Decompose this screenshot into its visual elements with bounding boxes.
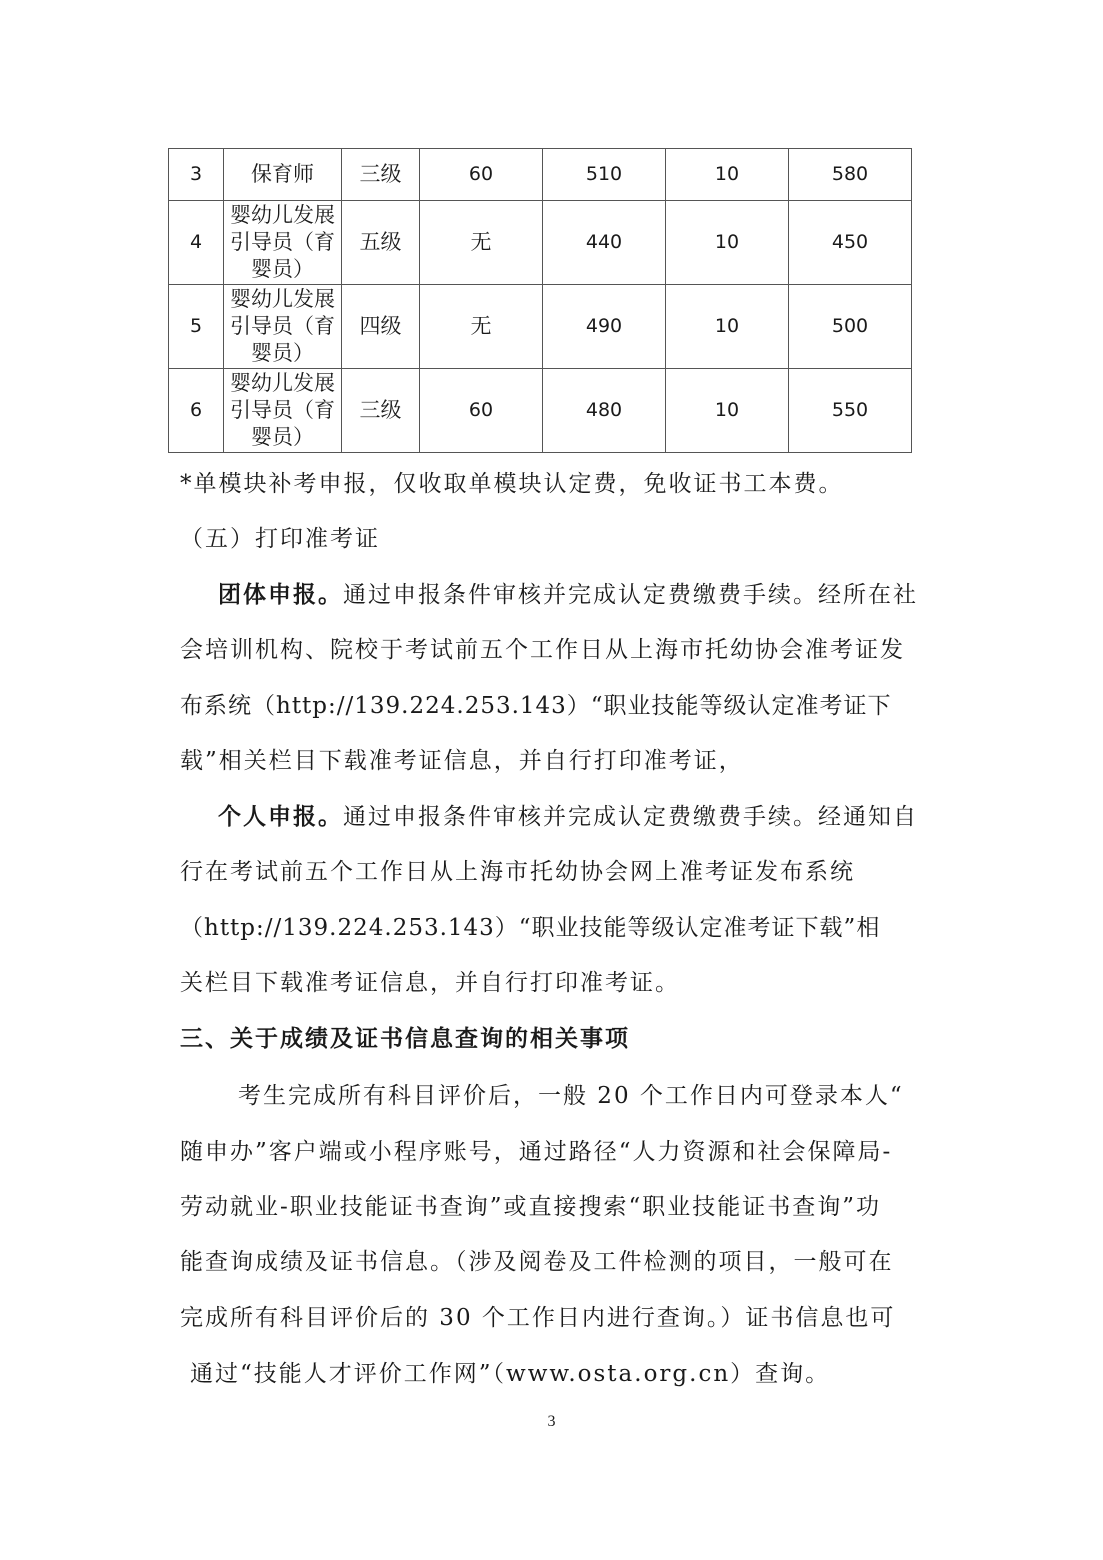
personal-line-4: 关栏目下载准考证信息，并自行打印准考证。 bbox=[180, 970, 680, 996]
fee-col-3-cell: 10 bbox=[666, 285, 789, 369]
row-number-cell: 3 bbox=[169, 149, 224, 201]
level-cell: 五级 bbox=[342, 201, 420, 285]
group-label: 团体申报。 bbox=[218, 581, 343, 608]
row-number-cell: 5 bbox=[169, 285, 224, 369]
group-line-4: 载”相关栏目下载准考证信息，并自行打印准考证， bbox=[180, 748, 744, 774]
occupation-line: 婴员） bbox=[251, 341, 314, 365]
personal-line-1-text: 通过申报条件审核并完成认定费缴费手续。经通知自 bbox=[343, 804, 918, 830]
page-number: 3 bbox=[547, 1413, 556, 1430]
table-row bbox=[169, 285, 912, 369]
fee-col-2-cell: 510 bbox=[543, 149, 666, 201]
fee-table bbox=[168, 148, 912, 453]
fee-col-3-cell: 10 bbox=[666, 201, 789, 285]
occupation-line: 引导员（育 bbox=[230, 398, 335, 422]
fee-col-2-cell: 480 bbox=[543, 369, 666, 453]
fee-col-4-cell: 550 bbox=[789, 369, 912, 453]
fee-col-1-cell: 60 bbox=[420, 369, 543, 453]
fee-col-4-cell: 500 bbox=[789, 285, 912, 369]
occupation-cell bbox=[224, 369, 342, 453]
personal-line-2: 行在考试前五个工作日从上海市托幼协会网上准考证发布系统 bbox=[180, 859, 855, 885]
row-number-cell: 6 bbox=[169, 369, 224, 453]
fee-col-1-cell: 60 bbox=[420, 149, 543, 201]
group-line-2: 会培训机构、院校于考试前五个工作日从上海市托幼协会准考证发 bbox=[180, 637, 905, 663]
table-row bbox=[169, 369, 912, 453]
section3-line-3: 劳动就业-职业技能证书查询”或直接搜索“职业技能证书查询”功 bbox=[180, 1194, 882, 1220]
level-cell: 四级 bbox=[342, 285, 420, 369]
section3-line-2: 随申办”客户端或小程序账号，通过路径“人力资源和社会保障局- bbox=[180, 1139, 893, 1165]
occupation-line: 婴员） bbox=[251, 425, 314, 449]
fee-col-2-cell: 490 bbox=[543, 285, 666, 369]
occupation-line: 婴幼儿发展 bbox=[230, 371, 335, 395]
section3-line-1: 考生完成所有科目评价后，一般 20 个工作日内可登录本人“ bbox=[238, 1083, 904, 1109]
occupation-line: 引导员（育 bbox=[230, 230, 335, 254]
occupation-line: 引导员（育 bbox=[230, 314, 335, 338]
occupation-cell bbox=[224, 285, 342, 369]
footnote: *单模块补考申报，仅收取单模块认定费，免收证书工本费。 bbox=[180, 471, 844, 497]
section3-heading: 三、关于成绩及证书信息查询的相关事项 bbox=[180, 1025, 630, 1052]
section3-line-6: 通过“技能人才评价工作网”（www.osta.org.cn）查询。 bbox=[190, 1361, 831, 1387]
fee-col-1-cell: 无 bbox=[420, 285, 543, 369]
table-row bbox=[169, 201, 912, 285]
section3-line-4: 能查询成绩及证书信息。（涉及阅卷及工件检测的项目，一般可在 bbox=[180, 1249, 894, 1275]
fee-col-3-cell: 10 bbox=[666, 149, 789, 201]
personal-line-3: （http://139.224.253.143）“职业技能等级认定准考证下载”相 bbox=[180, 915, 881, 941]
occupation-line: 婴幼儿发展 bbox=[230, 203, 335, 227]
personal-label: 个人申报。 bbox=[218, 803, 343, 830]
fee-col-4-cell: 580 bbox=[789, 149, 912, 201]
occupation-line: 婴员） bbox=[251, 257, 314, 281]
table-row bbox=[169, 149, 912, 201]
fee-col-3-cell: 10 bbox=[666, 369, 789, 453]
section3-line-5: 完成所有科目评价后的 30 个工作日内进行查询。）证书信息也可 bbox=[180, 1305, 896, 1331]
group-line-3: 布系统（http://139.224.253.143）“职业技能等级认定准考证下 bbox=[180, 693, 892, 719]
fee-col-2-cell: 440 bbox=[543, 201, 666, 285]
level-cell: 三级 bbox=[342, 369, 420, 453]
personal-line-1 bbox=[218, 798, 918, 831]
group-line-1-text: 通过申报条件审核并完成认定费缴费手续。经所在社 bbox=[343, 582, 918, 608]
fee-table-body bbox=[169, 149, 912, 453]
occupation-cell bbox=[224, 149, 342, 201]
level-cell: 三级 bbox=[342, 149, 420, 201]
occupation-line: 保育师 bbox=[251, 162, 314, 186]
section5-heading: （五）打印准考证 bbox=[180, 526, 380, 552]
fee-col-4-cell: 450 bbox=[789, 201, 912, 285]
group-line-1 bbox=[218, 576, 918, 609]
occupation-cell bbox=[224, 201, 342, 285]
row-number-cell: 4 bbox=[169, 201, 224, 285]
occupation-line: 婴幼儿发展 bbox=[230, 287, 335, 311]
fee-col-1-cell: 无 bbox=[420, 201, 543, 285]
